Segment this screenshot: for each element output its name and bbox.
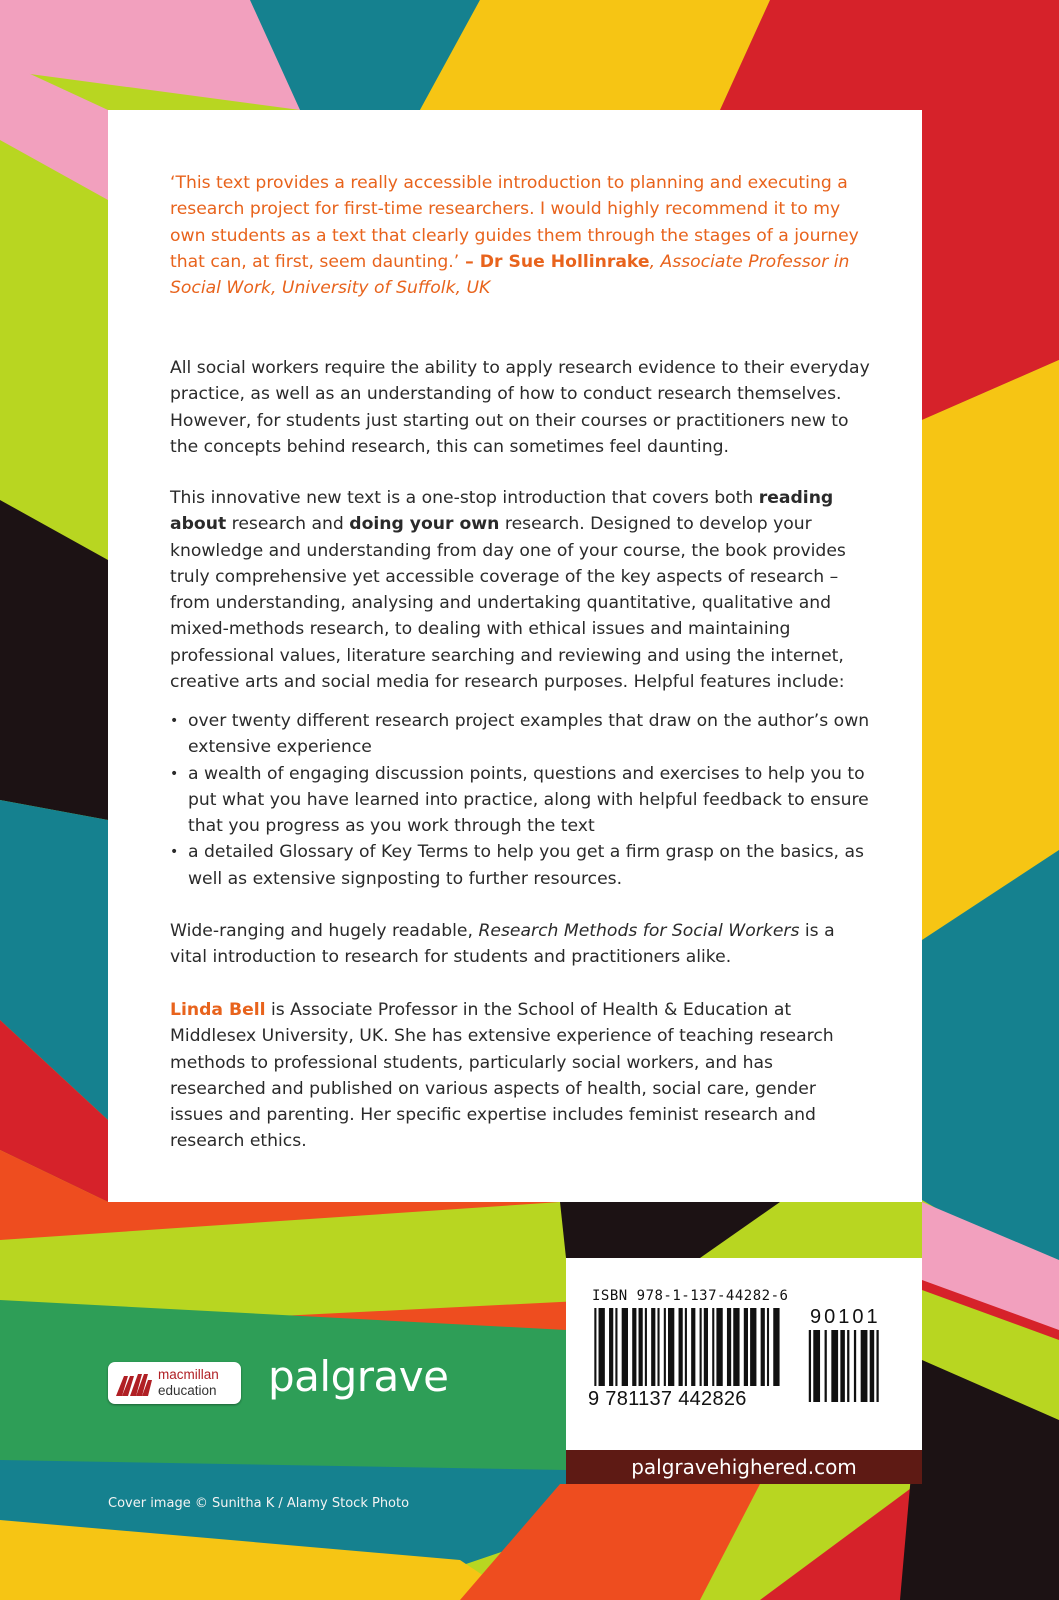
author-bio-text: is Associate Professor in the School of Health & Education at Middlesex University, UK. She has extensive experience of teaching research methods to professional students, particularly social workers, and has researched and published on various aspects of health, social care, gender issues and parenting. Her specific expertise includes feminist research and research ethics. (170, 1000, 834, 1152)
description-paragraph-3 (170, 918, 870, 971)
cover-image-credit: Cover image © Sunitha K / Alamy Stock Photo (108, 1496, 410, 1511)
logo-line-2: education (158, 1382, 217, 1398)
barcode-bar (685, 1308, 687, 1386)
macmillan-education-logo (108, 1362, 241, 1404)
barcode-bar (727, 1308, 731, 1386)
barcode-bar (639, 1308, 643, 1386)
endorser-name: Dr Sue Hollinrake (479, 251, 650, 272)
p2-text-c: research and (226, 514, 350, 535)
barcode-bar (744, 1308, 748, 1386)
p2-text-a: This innovative new text is a one-stop introduction that covers both (170, 488, 759, 508)
barcode-bar (632, 1308, 636, 1386)
feature-item: • a detailed Glossary of Key Terms to help you get a firm grasp on the basics, as well as extensive signposting to further resources. (170, 839, 870, 892)
logo-line-1: macmillan (158, 1367, 219, 1382)
barcode-bar (733, 1308, 739, 1386)
ean-digits: 9 781137 442826 (588, 1388, 747, 1410)
barcode-bar (750, 1308, 756, 1386)
barcode-bar (622, 1308, 628, 1386)
barcode-bar (854, 1330, 856, 1402)
description-paragraph-2 (170, 485, 870, 695)
palgrave-logo: palgrave (268, 1352, 449, 1401)
feature-item: • over twenty different research project examples that draw on the author’s own extensive experience (170, 708, 870, 761)
barcode-bar (813, 1330, 820, 1402)
quote-text: ‘This text provides a really accessible introduction to planning and executing a research project for first-time researchers. I would highly recommend it to my own students as a text that clearly guides them through the stages of a journey that can, at first, seem daunting.’ (170, 173, 859, 272)
p3-text-b: is a vital introduction to research for students and practitioners alike. (170, 921, 835, 968)
isbn-label: ISBN 978-1-137-44282-6 (592, 1288, 789, 1304)
barcode-bar (664, 1308, 666, 1386)
barcode-bar (847, 1330, 849, 1402)
barcode-panel (566, 1258, 922, 1450)
barcode-bar (668, 1308, 674, 1386)
attribution-dash: – (459, 251, 480, 272)
barcode-bar (609, 1308, 613, 1386)
barcode-bar (767, 1308, 769, 1386)
barcode-bar (651, 1308, 655, 1386)
barcode-bar (594, 1308, 596, 1386)
logo-wordmark (158, 1367, 240, 1398)
p3-text-a: Wide-ranging and hugely readable, (170, 921, 479, 941)
barcode-bar (716, 1308, 722, 1386)
feature-item: • a wealth of engaging discussion points, questions and exercises to help you to put what you have learned into practice, along with helpful feedback to ensure that you progress as you work through the text (170, 761, 870, 840)
addon-digits: 90101 (810, 1306, 881, 1328)
barcode-bar (679, 1308, 683, 1386)
macmillan-logo-icon (116, 1370, 152, 1396)
barcode-bar (761, 1308, 765, 1386)
author-bio (170, 997, 870, 1155)
barcode-bar (809, 1330, 811, 1402)
p2-bold-doing: doing your own (349, 514, 500, 535)
barcode-bar (773, 1308, 779, 1386)
barcode-bar (645, 1308, 647, 1386)
barcode-bar (700, 1308, 702, 1386)
barcode-bar (712, 1308, 714, 1386)
barcode-bar (870, 1330, 875, 1402)
barcode-bar (861, 1330, 868, 1402)
author-name: Linda Bell (170, 1000, 266, 1020)
barcode-bar (704, 1308, 708, 1386)
barcode-bar (840, 1330, 845, 1402)
addon-barcode (802, 1330, 892, 1404)
book-title-italic: Research Methods for Social Workers (478, 921, 800, 941)
p2-bold-reading: reading about (170, 488, 834, 535)
endorser-role: , Associate Professor in Social Work, University of Suffolk, UK (170, 251, 850, 299)
website-url: palgravehighered.com (566, 1450, 922, 1484)
barcode-bar (599, 1308, 605, 1386)
endorsement-quote (170, 170, 870, 301)
back-cover-text-panel (108, 110, 922, 1202)
barcode-bar (615, 1308, 617, 1386)
stripe-yellow-top (420, 0, 770, 110)
barcode-bar (691, 1308, 695, 1386)
stripe-yellow-right (922, 360, 1059, 940)
description-paragraph-1: All social workers require the ability to apply research evidence to their everyday practice, as well as an understanding of how to conduct research themselves. However, for students just starting out on their courses or practitioners new to the concepts behind research, this can sometimes feel daunting. (170, 358, 870, 457)
ean-barcode (588, 1308, 798, 1388)
barcode-bar (825, 1330, 827, 1402)
barcode-bar (876, 1330, 878, 1402)
p2-text-e: research. Designed to develop your knowledge and understanding from day one of your course, the book provides truly comprehensive yet accessible coverage of the key aspects of research – from understanding, analysing and undertaking quantitative, qualitative and mixed-methods research, to dealing with ethical issues and maintaining professional values, literature searching and reviewing and using the internet, creative arts and social media for research purposes. Helpful features include: (170, 514, 846, 693)
barcode-bar (831, 1330, 838, 1402)
barcode-bar (657, 1308, 659, 1386)
features-list (170, 708, 870, 892)
